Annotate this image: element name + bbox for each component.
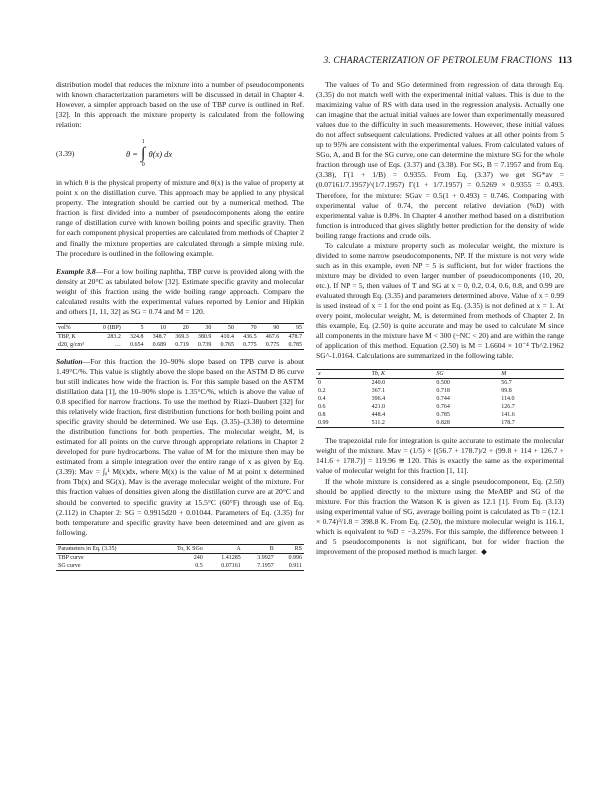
- table-cell: 511.2: [371, 420, 385, 427]
- solution-title: Solution: [56, 356, 83, 366]
- table-cell: 0.785: [288, 341, 302, 348]
- table-header-cell: Parameters in Eq. (3.35): [58, 545, 117, 552]
- table-cell: 240: [193, 554, 203, 561]
- table-cell: d20, g/cm³: [58, 341, 84, 348]
- table-cell: 0.765: [220, 341, 235, 348]
- page-number: 113: [557, 56, 572, 66]
- table-cell: 7.1957: [257, 562, 274, 569]
- table-cell: 0.739: [197, 341, 212, 348]
- table-cell: 0.8: [318, 412, 326, 419]
- table-header-cell: M: [501, 371, 507, 378]
- table-cell: 114.0: [501, 396, 515, 403]
- table-tbp-data: [56, 323, 304, 350]
- table-header-cell: 95: [296, 324, 302, 331]
- table-cell: 367.1: [371, 388, 386, 395]
- table-cell: 348.7: [152, 333, 167, 340]
- table-row: [316, 411, 564, 419]
- equation-number: (3.39): [56, 149, 75, 159]
- paragraph: The values of To and SGo determined from regression of data through Eq. (3.35) do not match well with the experimental initial values. This is due to the maximizing value of RS with data used in the regression analysis. Actually one can imagine that the actual initial values are lower than experimentally measured values due to the difficulty in such measurements. However, these initial values do not affect subsequent calculations. Predicted values at all other points from 5 up to 95% are consistent with the experimental values. From calculated values of SGo, A, and B for the SG curve, one can determine the mixture SG for the whole fraction through use of Eqs. (3.37) and (3.38). For SG, B = 7.1957 and from Eq. (3.38), Γ(1 + 1/B) = 0.9355. From Eq. (3.37) we get SG*av = (0.07161/7.1957)^(1/7.1957) Γ(1 + 1/7.1957) = 0.5269 × 0.9355 = 0.493. Therefore, for the mixture: SGav = 0.5(1 + 0.493) = 0.746. Comparing with experimental value of 0.74, the percent relative deviation (%D) with experimental value is 0.8%. In Chapter 4 another method based on a distribution function is introduced that gives slightly better prediction for the density of wide boiling range fractions and crude oils.: [316, 80, 564, 240]
- table-header-cell: To, K SGo: [177, 545, 203, 552]
- table-cell: 0.775: [243, 341, 257, 348]
- table-cell: 436.5: [243, 333, 257, 340]
- table-row: [316, 379, 564, 388]
- table-cell: 380.9: [197, 333, 212, 340]
- table-row: [316, 403, 564, 411]
- table-cell: TBP, K: [58, 333, 76, 340]
- table-cell: 99.8: [501, 388, 512, 395]
- table-cell: SG curve: [58, 562, 81, 569]
- table-cell: 0.689: [152, 341, 167, 348]
- equation-body: [126, 139, 172, 169]
- table-cell: 0.99: [318, 420, 329, 427]
- table-cell: 0.718: [436, 388, 450, 395]
- paragraph: To calculate a mixture property such as molecular weight, the mixture is divided to some narrow pseudocomponents, NP. If the mixture is not very wide such as in this example, even NP = 5 is sufficient, but for wider fractions the mixture may be divided to even larger number of pseudocomponents (10, 20, etc.). If NP = 5, then values of T and SG at x = 0, 0.2, 0.4, 0.6, 0.8, and 0.99 are evaluated through Eq. (3.35) and parameters determined above. Value of x = 0.99 is used instead of x = 1 for the end point as Eq. (3.35) is not defined at x = 1. At every point, molecular weight, M, is determined from methods of Chapter 2. In this example, Eq. (2.50) is quite accurate and may be used to calculate M since all components in the mixture have M < 300 (~NC < 20) and are within the range of application of this method. Equation (2.50) is M = 1.6604 × 10⁻⁴ Tb^2.1962 SG^-1.0164. Calculations are summarized in the following table.: [316, 240, 564, 361]
- table-header-cell: B: [269, 545, 274, 552]
- integral-lower-limit: 0: [141, 162, 145, 169]
- table-summary: [316, 369, 564, 428]
- table-cell: 396.4: [371, 396, 386, 403]
- table-cell: …: [114, 341, 121, 348]
- table-row: [316, 419, 564, 428]
- table-cell: 0.654: [129, 341, 144, 348]
- left-column: [56, 80, 304, 578]
- table-header-cell: x: [318, 371, 321, 378]
- table-cell: 126.7: [501, 404, 515, 411]
- table-cell: 1.41285: [221, 554, 241, 561]
- table-cell: 240.0: [371, 380, 386, 387]
- solution-text: —For this fraction the 10–90% slope based on TPB curve is about 1.49°C/%. This value is slightly above the slope based on the ASTM D 86 curve but still indicates how wide the fraction is. For this sample based on the ASTM distillation data [1], the 10–90% slope is 1.35°C/%, which is above the value of 0.8 specified for narrow fractions. To use the method by Riazi–Daubert [32] for this relatively wide fraction, first distribution functions for both boiling point and specific gravity should be determined. We use Eqs. (3.35)–(3.38) to determine the distribution functions for both properties. The molecular weight, M, is estimated for all points on the curve through appropriate relations in Chapter 2 developed for pure hydrocarbons. The value of M for the mixture then may be estimated from a simple integration over the entire range of x as given by Eq. (3.39): Mav = ∫₀¹ M(x)dx, where M(x) is the value of M at point x determined from Tb(x) and SG(x). Mav is the average molecular weight of the mixture. For this fraction values of densities given along the distillation curve are at 20°C and should be converted to specific gravity at 15.5°C (60°F) through use of Eq. (2.112) in Chapter 2: SG = 0.9915d20 + 0.01044. Parameters of Eq. (3.35) for both temperature and specific gravity have been determined and are given as following.: [56, 356, 304, 537]
- table-header-cell: 30: [205, 324, 212, 331]
- table-cell: 0.775: [265, 341, 280, 348]
- table-cell: 56.7: [501, 380, 512, 387]
- table-row: [56, 562, 304, 571]
- table-header-cell: vol%: [58, 324, 71, 331]
- table-header-cell: 50: [228, 324, 235, 331]
- table-header-cell: A: [236, 545, 241, 552]
- table-row: [56, 553, 304, 562]
- table-cell: 0: [318, 380, 321, 387]
- paragraph-text: If the whole mixture is considered as a single pseudocomponent, Eq. (2.50) should be applied directly to the mixture using the MeABP and SG of the mixture. For this fraction the Watson K is given as 12.1 [1]. From Eq. (3.13) using experimental value of SG, average boiling point is calculated as Tb = (12.1 × 0.74)³/1.8 = 398.8 K. From Eq. (2.50), the mixture molecular weight is 116.1, which is equivalent to %D = −3.25%. For this sample, the difference between 1 and 5 pseudocomponents is not significant, but for wider fraction the improvement of the proposed method is much larger.: [316, 476, 564, 556]
- table-cell: 324.8: [129, 333, 144, 340]
- table-cell: 0.785: [436, 412, 450, 419]
- table-header-cell: 5: [140, 324, 144, 331]
- table-cell: 369.3: [175, 333, 189, 340]
- table-cell: 0.744: [436, 396, 450, 403]
- table-header-cell: 70: [250, 324, 257, 331]
- table-cell: 0.2: [318, 388, 326, 395]
- table-header-cell: 90: [273, 324, 280, 331]
- table-cell: TBP curve: [58, 554, 84, 561]
- integral-upper-limit: 1: [141, 139, 145, 146]
- table-cell: 0.07161: [221, 562, 241, 569]
- table-header-cell: 10: [160, 324, 167, 331]
- chapter-title: 3. CHARACTERIZATION OF PETROLEUM FRACTIONS: [323, 56, 552, 66]
- table-row: [316, 387, 564, 395]
- equation-integrand: θ(x) dx: [148, 149, 173, 160]
- table-header-cell: SG: [436, 371, 444, 378]
- table-cell: 0.911: [288, 562, 302, 569]
- table-cell: 283.2: [107, 333, 121, 340]
- table-row: [56, 332, 304, 341]
- table-cell: 0.5: [195, 562, 203, 569]
- table-cell: 448.4: [371, 412, 386, 419]
- table-cell: 410.4: [220, 333, 235, 340]
- paragraph: in which θ is the physical property of mixture and θ(x) is the value of property at point x on the distillation curve. This approach may be applied to any physical property. The integration should be carried out by a numerical method. The fraction is first divided into a number of pseudocomponents along the entire range of distillation curve with known boiling points and specific gravity. Then for each component physical properties are calculated from methods of Chapter 2 and finally the mixture properties are calculated through a simple mixing rule. The procedure is outlined in the following example.: [56, 178, 304, 258]
- table-cell: 0.719: [175, 341, 189, 348]
- table-row: [56, 341, 304, 350]
- integral-sign: 1 ∫ 0: [141, 139, 146, 169]
- table-header-cell: Tb, K: [371, 371, 385, 378]
- table-header-cell: 0 (IBP): [102, 324, 121, 331]
- table-cell: 178.7: [501, 420, 515, 427]
- equation-lhs: θ =: [126, 149, 139, 160]
- example-paragraph: [56, 267, 304, 317]
- equation-3-39: [56, 130, 304, 178]
- running-header: [56, 56, 572, 70]
- end-mark-icon: [481, 549, 487, 555]
- table-header-cell: RS: [294, 545, 302, 552]
- paragraph: The trapezoidal rule for integration is quite accurate to estimate the molecular weight of the mixture. Mav = (1/5) × [(56.7 + 178.7)/2 + (99.8 + 114 + 126.7 + 141.6 + 178.7)] = 119.96 ≅ 120. This is exactly the same as the experimental value of molecular weight for this fraction [1, 11].: [316, 436, 564, 476]
- paragraph: [316, 477, 564, 557]
- table-cell: 0.996: [288, 554, 302, 561]
- table-cell: 0.6: [318, 404, 326, 411]
- table-cell: 0.4: [318, 396, 326, 403]
- table-cell: 421.0: [371, 404, 386, 411]
- table-cell: 467.6: [265, 333, 280, 340]
- table-cell: 3.9927: [257, 554, 274, 561]
- paragraph: distribution model that reduces the mixture into a number of pseudocomponents with known characterization parameters will be discussed in detail in Chapter 4. However, a simpler approach based on the use of TBP curve is outlined in Ref. [32]. In this approach the mixture property is calculated from the following relation:: [56, 80, 304, 130]
- table-cell: 0.828: [436, 420, 450, 427]
- table-cell: 0.764: [436, 404, 450, 411]
- table-header-cell: 20: [182, 324, 189, 331]
- table-cell: 478.7: [288, 333, 302, 340]
- example-text: —For a low boiling naphtha, TBP curve is provided along with the density at 20°C as tabulated below [32]. Estimate specific gravity and molecular weight of this fraction using the wide boiling range approach. Compare the calculated results with the experimental values reported by Lenior and Hipkin and others [1, 11, 32] as SG = 0.74 and M = 120.: [56, 266, 304, 316]
- table-cell: 0.500: [436, 380, 450, 387]
- right-column: [316, 80, 564, 557]
- table-parameters: [56, 544, 304, 571]
- table-row: [316, 395, 564, 403]
- solution-paragraph: [56, 357, 304, 538]
- table-cell: 141.6: [501, 412, 515, 419]
- example-title: Example 3.8: [56, 266, 96, 276]
